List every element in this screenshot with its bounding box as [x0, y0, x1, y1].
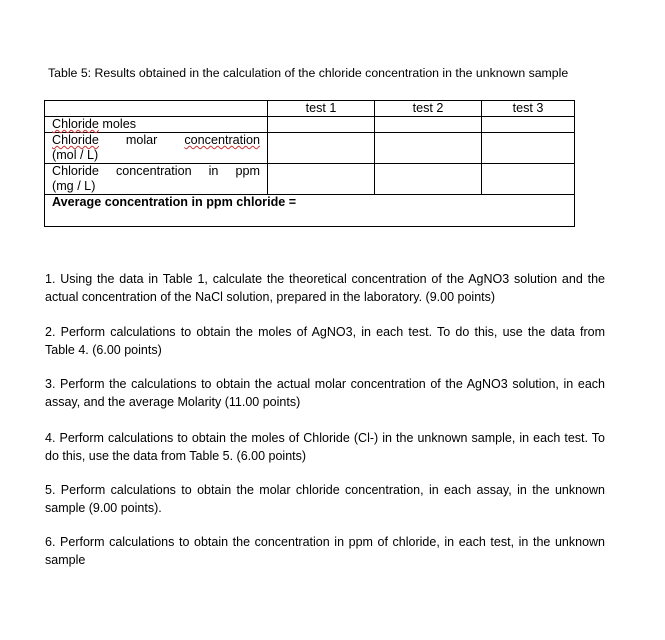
- table-header-row: [45, 101, 575, 117]
- cell-molar-test-1: [268, 133, 375, 164]
- cell-moles-test-1: [268, 117, 375, 133]
- moles-word: moles: [98, 117, 136, 131]
- results-table: [44, 100, 575, 227]
- ppm-label-line2: (mg / L): [52, 179, 96, 193]
- row-label-ppm: [45, 164, 268, 195]
- average-cell: Average concentration in ppm chloride =: [45, 195, 575, 227]
- row-label-molar: [45, 133, 268, 164]
- row-label-moles: [45, 117, 268, 133]
- table-caption: Table 5: Results obtained in the calculation of the chloride concentration in the unknown sample: [48, 66, 569, 80]
- molar-w1: Chloride: [52, 133, 99, 147]
- cell-molar-test-3: [482, 133, 575, 164]
- ppm-label-line1: Chloride concentration in ppm: [52, 164, 260, 178]
- header-test-1: test 1: [268, 101, 375, 117]
- question-6: 6. Perform calculations to obtain the concentration in ppm of chloride, in each test, in the unknown sample: [45, 535, 605, 567]
- question-2: 2. Perform calculations to obtain the moles of AgNO3, in each test. To do this, use the data from Table 4. (6.00 points): [45, 325, 605, 357]
- table-row-ppm: [45, 164, 575, 195]
- question-4: 4. Perform calculations to obtain the moles of Chloride (Cl-) in the unknown sample, in each test. To do this, use the data from Table 5. (6.00 points): [45, 431, 605, 463]
- cell-moles-test-3: [482, 117, 575, 133]
- table-row-molar: [45, 133, 575, 164]
- question-3: 3. Perform the calculations to obtain the actual molar concentration of the AgNO3 solution, in each assay, and the average Molarity (11.00 points): [45, 377, 605, 409]
- cell-molar-test-2: [375, 133, 482, 164]
- header-test-2: test 2: [375, 101, 482, 117]
- table-row-average: [45, 195, 575, 227]
- chloride-word: Chloride: [52, 117, 99, 131]
- question-5: 5. Perform calculations to obtain the molar chloride concentration, in each assay, in the unknown sample (9.00 points).: [45, 483, 605, 515]
- cell-moles-test-2: [375, 117, 482, 133]
- cell-ppm-test-3: [482, 164, 575, 195]
- header-empty: [45, 101, 268, 117]
- molar-w3: concentration: [184, 133, 260, 147]
- cell-ppm-test-1: [268, 164, 375, 195]
- molar-label-line2: (mol / L): [52, 148, 99, 162]
- molar-label-line1: [52, 133, 260, 148]
- table-row-moles: [45, 117, 575, 133]
- question-1: 1. Using the data in Table 1, calculate the theoretical concentration of the AgNO3 solution and the actual concentration of the NaCl solution, prepared in the laboratory. (9.00 points): [45, 272, 605, 304]
- cell-ppm-test-2: [375, 164, 482, 195]
- header-test-3: test 3: [482, 101, 575, 117]
- molar-w2: molar: [125, 133, 158, 147]
